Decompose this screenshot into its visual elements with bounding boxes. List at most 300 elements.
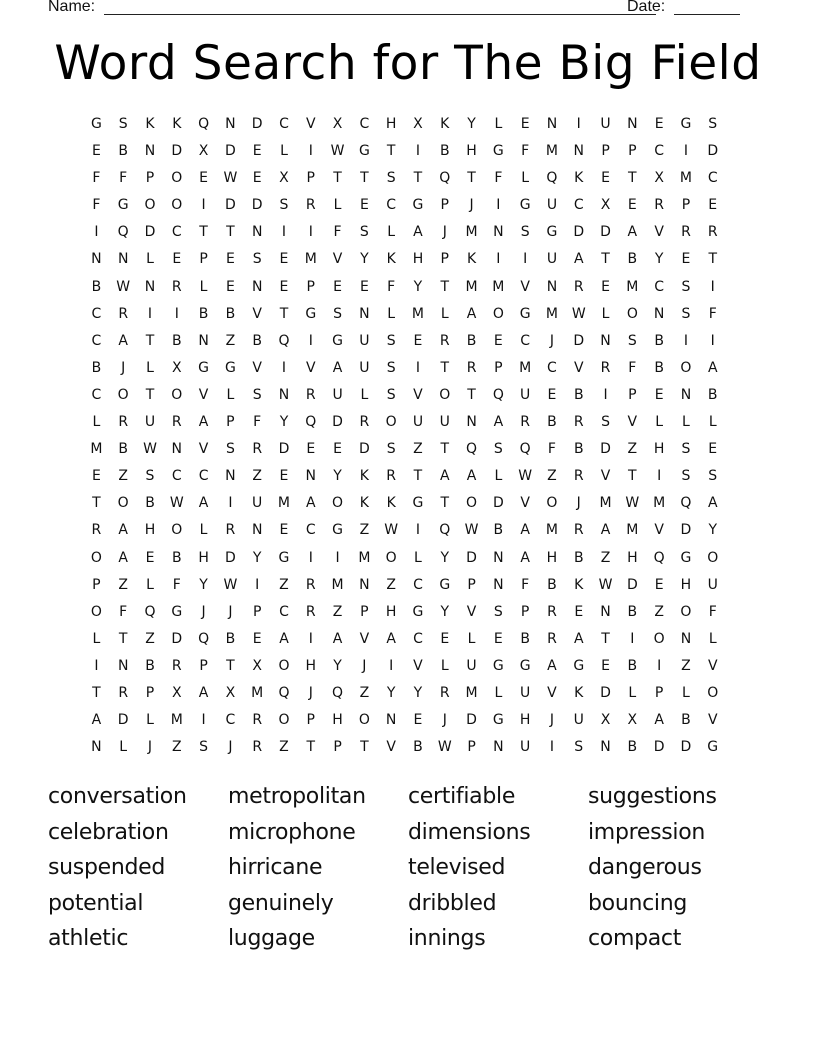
- grid-cell[interactable]: S: [681, 305, 691, 322]
- grid-cell[interactable]: B: [439, 143, 450, 160]
- grid-cell[interactable]: V: [252, 305, 262, 322]
- grid-cell[interactable]: S: [386, 441, 396, 458]
- grid-cell[interactable]: D: [251, 197, 263, 214]
- grid-cell[interactable]: L: [92, 414, 101, 431]
- grid-cell[interactable]: S: [252, 386, 262, 403]
- grid-cell[interactable]: W: [518, 468, 533, 485]
- grid-cell[interactable]: K: [386, 495, 396, 512]
- grid-cell[interactable]: I: [657, 468, 662, 485]
- grid-cell[interactable]: Y: [413, 278, 423, 295]
- grid-cell[interactable]: A: [198, 684, 209, 701]
- grid-cell[interactable]: A: [573, 630, 584, 647]
- grid-cell[interactable]: I: [308, 224, 313, 241]
- grid-cell[interactable]: F: [119, 603, 128, 620]
- grid-cell[interactable]: Q: [492, 386, 504, 403]
- grid-cell[interactable]: I: [576, 116, 581, 132]
- grid-cell[interactable]: E: [252, 143, 262, 160]
- grid-cell[interactable]: N: [493, 739, 504, 756]
- grid-cell[interactable]: I: [415, 143, 421, 160]
- grid-cell[interactable]: W: [116, 278, 131, 295]
- grid-cell[interactable]: C: [171, 468, 182, 485]
- grid-cell[interactable]: R: [573, 278, 584, 295]
- grid-cell[interactable]: L: [682, 414, 690, 431]
- grid-cell[interactable]: M: [465, 684, 478, 701]
- grid-cell[interactable]: Z: [225, 332, 236, 349]
- grid-cell[interactable]: I: [683, 143, 688, 160]
- grid-cell[interactable]: I: [415, 522, 421, 539]
- grid-cell[interactable]: P: [199, 251, 208, 268]
- grid-cell[interactable]: O: [385, 414, 397, 431]
- grid-cell[interactable]: E: [493, 630, 503, 647]
- grid-cell[interactable]: N: [493, 549, 504, 566]
- grid-cell[interactable]: L: [440, 657, 449, 674]
- grid-cell[interactable]: E: [654, 576, 664, 593]
- grid-cell[interactable]: X: [413, 116, 423, 132]
- grid-cell[interactable]: C: [547, 359, 557, 376]
- grid-cell[interactable]: D: [653, 739, 665, 756]
- grid-cell[interactable]: R: [466, 359, 477, 376]
- grid-cell[interactable]: T: [628, 170, 637, 187]
- grid-cell[interactable]: O: [90, 549, 102, 566]
- grid-cell[interactable]: Y: [708, 522, 717, 539]
- grid-cell[interactable]: Y: [360, 251, 369, 268]
- grid-cell[interactable]: S: [708, 116, 718, 132]
- grid-cell[interactable]: J: [308, 684, 313, 701]
- grid-cell[interactable]: E: [91, 468, 101, 485]
- grid-cell[interactable]: L: [467, 630, 476, 647]
- grid-cell[interactable]: Z: [171, 739, 182, 756]
- grid-cell[interactable]: A: [600, 522, 611, 539]
- grid-cell[interactable]: U: [359, 332, 370, 349]
- grid-cell[interactable]: D: [358, 441, 370, 458]
- grid-cell[interactable]: L: [655, 414, 664, 431]
- grid-cell[interactable]: R: [573, 414, 584, 431]
- grid-cell[interactable]: U: [573, 712, 584, 729]
- grid-cell[interactable]: D: [224, 197, 236, 214]
- grid-cell[interactable]: C: [91, 386, 102, 403]
- grid-cell[interactable]: D: [251, 116, 263, 132]
- grid-cell[interactable]: O: [680, 603, 692, 620]
- grid-cell[interactable]: T: [628, 468, 637, 485]
- grid-cell[interactable]: R: [171, 414, 182, 431]
- grid-cell[interactable]: I: [389, 657, 394, 674]
- grid-cell[interactable]: M: [304, 251, 317, 268]
- grid-cell[interactable]: T: [708, 251, 717, 268]
- grid-cell[interactable]: K: [386, 251, 396, 268]
- grid-cell[interactable]: G: [573, 657, 585, 674]
- grid-cell[interactable]: R: [252, 441, 263, 458]
- grid-cell[interactable]: H: [198, 549, 209, 566]
- grid-cell[interactable]: M: [465, 278, 478, 295]
- grid-cell[interactable]: H: [305, 657, 317, 674]
- grid-cell[interactable]: F: [521, 576, 530, 593]
- grid-cell[interactable]: R: [681, 224, 691, 241]
- grid-cell[interactable]: Y: [199, 576, 208, 593]
- grid-cell[interactable]: D: [171, 630, 183, 647]
- grid-cell[interactable]: F: [708, 603, 717, 620]
- grid-cell[interactable]: T: [360, 739, 369, 756]
- grid-cell[interactable]: Q: [653, 549, 665, 566]
- grid-cell[interactable]: A: [654, 712, 664, 729]
- grid-cell[interactable]: P: [333, 739, 342, 756]
- grid-cell[interactable]: U: [707, 576, 718, 593]
- grid-cell[interactable]: T: [279, 305, 289, 322]
- grid-cell[interactable]: A: [573, 251, 584, 268]
- grid-cell[interactable]: Z: [681, 657, 691, 674]
- grid-cell[interactable]: I: [308, 549, 313, 566]
- grid-cell[interactable]: E: [654, 386, 664, 403]
- grid-cell[interactable]: A: [305, 495, 316, 512]
- grid-cell[interactable]: Q: [519, 441, 531, 458]
- grid-cell[interactable]: B: [145, 657, 155, 674]
- grid-cell[interactable]: V: [198, 441, 209, 458]
- grid-cell[interactable]: X: [171, 359, 182, 376]
- grid-cell[interactable]: Y: [440, 603, 450, 620]
- grid-cell[interactable]: D: [707, 143, 719, 160]
- grid-cell[interactable]: D: [332, 414, 343, 431]
- grid-cell[interactable]: O: [332, 495, 344, 512]
- grid-cell[interactable]: B: [654, 359, 664, 376]
- grid-cell[interactable]: U: [252, 495, 263, 512]
- grid-cell[interactable]: G: [224, 359, 236, 376]
- grid-cell[interactable]: R: [573, 522, 584, 539]
- grid-cell[interactable]: V: [707, 712, 718, 729]
- grid-cell[interactable]: U: [359, 359, 370, 376]
- grid-cell[interactable]: C: [413, 576, 423, 593]
- grid-cell[interactable]: N: [359, 576, 370, 593]
- grid-cell[interactable]: C: [654, 278, 665, 295]
- grid-cell[interactable]: X: [171, 684, 182, 701]
- grid-cell[interactable]: U: [600, 116, 611, 132]
- grid-cell[interactable]: S: [520, 224, 530, 241]
- grid-cell[interactable]: E: [333, 441, 342, 458]
- grid-cell[interactable]: P: [440, 197, 449, 214]
- grid-cell[interactable]: G: [492, 657, 504, 674]
- grid-cell[interactable]: C: [707, 170, 718, 187]
- grid-cell[interactable]: O: [707, 684, 719, 701]
- grid-cell[interactable]: T: [601, 251, 610, 268]
- grid-cell[interactable]: S: [359, 224, 369, 241]
- grid-cell[interactable]: I: [657, 657, 662, 674]
- grid-cell[interactable]: N: [117, 251, 129, 268]
- grid-cell[interactable]: E: [654, 116, 664, 132]
- grid-cell[interactable]: K: [440, 116, 450, 132]
- grid-cell[interactable]: B: [171, 549, 182, 566]
- grid-cell[interactable]: R: [305, 603, 316, 620]
- grid-cell[interactable]: S: [252, 251, 262, 268]
- grid-cell[interactable]: M: [492, 278, 505, 295]
- grid-cell[interactable]: R: [305, 197, 316, 214]
- grid-cell[interactable]: U: [332, 386, 343, 403]
- grid-cell[interactable]: M: [277, 495, 291, 512]
- grid-cell[interactable]: L: [146, 576, 154, 593]
- grid-cell[interactable]: W: [223, 170, 238, 187]
- grid-cell[interactable]: P: [306, 278, 315, 295]
- grid-cell[interactable]: P: [654, 684, 664, 701]
- grid-cell[interactable]: Y: [333, 468, 342, 485]
- grid-cell[interactable]: O: [358, 712, 370, 729]
- grid-cell[interactable]: D: [680, 739, 692, 756]
- grid-cell[interactable]: G: [439, 576, 451, 593]
- grid-cell[interactable]: E: [279, 522, 289, 539]
- grid-cell[interactable]: I: [630, 630, 635, 647]
- grid-cell[interactable]: Z: [627, 441, 638, 458]
- grid-cell[interactable]: U: [546, 251, 558, 268]
- grid-cell[interactable]: L: [280, 143, 288, 160]
- name-blank-line[interactable]: [104, 14, 656, 15]
- grid-cell[interactable]: B: [118, 143, 128, 160]
- grid-cell[interactable]: N: [573, 143, 584, 160]
- grid-cell[interactable]: R: [707, 224, 718, 241]
- grid-cell[interactable]: P: [440, 251, 449, 268]
- grid-cell[interactable]: T: [92, 495, 101, 512]
- grid-cell[interactable]: Z: [654, 603, 664, 620]
- grid-cell[interactable]: L: [601, 305, 610, 322]
- grid-cell[interactable]: S: [386, 359, 396, 376]
- grid-cell[interactable]: V: [654, 224, 664, 241]
- grid-cell[interactable]: P: [199, 657, 208, 674]
- grid-cell[interactable]: O: [171, 170, 183, 187]
- grid-cell[interactable]: V: [252, 359, 262, 376]
- grid-cell[interactable]: I: [94, 224, 99, 241]
- grid-cell[interactable]: P: [252, 603, 262, 620]
- grid-cell[interactable]: R: [359, 414, 370, 431]
- grid-cell[interactable]: B: [547, 414, 557, 431]
- grid-cell[interactable]: S: [627, 332, 637, 349]
- grid-cell[interactable]: N: [493, 576, 504, 593]
- grid-cell[interactable]: A: [547, 657, 557, 674]
- grid-cell[interactable]: E: [520, 116, 530, 132]
- grid-cell[interactable]: X: [600, 197, 611, 214]
- grid-cell[interactable]: A: [332, 630, 343, 647]
- grid-cell[interactable]: E: [601, 278, 610, 295]
- grid-cell[interactable]: Y: [654, 251, 664, 268]
- grid-cell[interactable]: R: [225, 522, 236, 539]
- grid-cell[interactable]: G: [117, 197, 129, 214]
- grid-cell[interactable]: G: [171, 603, 183, 620]
- grid-cell[interactable]: F: [92, 197, 101, 214]
- grid-cell[interactable]: L: [494, 684, 503, 701]
- grid-cell[interactable]: A: [707, 359, 718, 376]
- grid-cell[interactable]: H: [680, 576, 692, 593]
- grid-cell[interactable]: M: [545, 143, 558, 160]
- grid-cell[interactable]: V: [332, 251, 343, 268]
- grid-cell[interactable]: F: [387, 278, 396, 295]
- grid-cell[interactable]: W: [598, 576, 613, 593]
- grid-cell[interactable]: I: [228, 495, 233, 512]
- grid-cell[interactable]: H: [546, 549, 558, 566]
- grid-cell[interactable]: T: [226, 224, 235, 241]
- grid-cell[interactable]: T: [467, 170, 476, 187]
- grid-cell[interactable]: W: [169, 495, 184, 512]
- grid-cell[interactable]: N: [144, 143, 156, 160]
- grid-cell[interactable]: E: [172, 251, 182, 268]
- grid-cell[interactable]: M: [331, 576, 344, 593]
- grid-cell[interactable]: D: [278, 441, 290, 458]
- grid-cell[interactable]: M: [545, 305, 558, 322]
- grid-cell[interactable]: B: [145, 495, 155, 512]
- grid-cell[interactable]: L: [708, 630, 717, 647]
- grid-cell[interactable]: J: [442, 712, 447, 729]
- grid-cell[interactable]: T: [226, 657, 235, 674]
- grid-cell[interactable]: R: [439, 684, 450, 701]
- grid-cell[interactable]: X: [600, 712, 611, 729]
- grid-cell[interactable]: I: [94, 657, 99, 674]
- grid-cell[interactable]: N: [546, 116, 558, 132]
- grid-cell[interactable]: L: [119, 739, 128, 756]
- grid-cell[interactable]: M: [626, 278, 639, 295]
- grid-cell[interactable]: D: [600, 224, 611, 241]
- grid-cell[interactable]: J: [442, 224, 447, 241]
- grid-cell[interactable]: Q: [332, 684, 344, 701]
- grid-cell[interactable]: P: [681, 197, 691, 214]
- grid-cell[interactable]: O: [439, 386, 451, 403]
- grid-cell[interactable]: D: [492, 495, 504, 512]
- grid-cell[interactable]: G: [519, 657, 531, 674]
- grid-cell[interactable]: S: [386, 332, 396, 349]
- grid-cell[interactable]: T: [440, 441, 450, 458]
- grid-cell[interactable]: B: [547, 576, 557, 593]
- grid-cell[interactable]: A: [707, 495, 718, 512]
- grid-cell[interactable]: E: [440, 630, 450, 647]
- grid-cell[interactable]: C: [386, 197, 397, 214]
- grid-cell[interactable]: N: [680, 630, 692, 647]
- grid-cell[interactable]: L: [440, 305, 449, 322]
- grid-cell[interactable]: V: [520, 278, 530, 295]
- grid-cell[interactable]: T: [440, 359, 450, 376]
- grid-cell[interactable]: E: [681, 251, 691, 268]
- grid-cell[interactable]: A: [279, 630, 289, 647]
- grid-cell[interactable]: T: [333, 170, 342, 187]
- grid-cell[interactable]: C: [359, 116, 370, 132]
- grid-cell[interactable]: O: [144, 197, 156, 214]
- grid-cell[interactable]: V: [466, 603, 477, 620]
- grid-cell[interactable]: L: [360, 386, 369, 403]
- grid-cell[interactable]: K: [466, 251, 477, 268]
- grid-cell[interactable]: Z: [332, 603, 343, 620]
- grid-cell[interactable]: K: [145, 116, 155, 132]
- grid-cell[interactable]: M: [679, 170, 692, 187]
- grid-cell[interactable]: B: [627, 251, 638, 268]
- grid-cell[interactable]: E: [708, 197, 718, 214]
- grid-cell[interactable]: K: [574, 684, 584, 701]
- grid-cell[interactable]: A: [520, 549, 530, 566]
- grid-cell[interactable]: N: [305, 468, 317, 485]
- grid-cell[interactable]: Y: [333, 657, 342, 674]
- grid-cell[interactable]: Z: [118, 468, 128, 485]
- grid-cell[interactable]: H: [653, 441, 665, 458]
- grid-cell[interactable]: H: [627, 549, 638, 566]
- grid-cell[interactable]: R: [118, 414, 129, 431]
- grid-cell[interactable]: C: [225, 712, 236, 729]
- grid-cell[interactable]: R: [386, 468, 397, 485]
- grid-cell[interactable]: C: [305, 522, 316, 539]
- grid-cell[interactable]: B: [91, 359, 102, 376]
- grid-cell[interactable]: L: [92, 630, 101, 647]
- grid-cell[interactable]: X: [332, 116, 343, 132]
- grid-cell[interactable]: S: [386, 386, 396, 403]
- grid-cell[interactable]: B: [198, 305, 209, 322]
- grid-cell[interactable]: Y: [386, 684, 396, 701]
- grid-cell[interactable]: B: [466, 332, 477, 349]
- grid-cell[interactable]: A: [118, 549, 128, 566]
- grid-cell[interactable]: H: [385, 116, 397, 132]
- grid-cell[interactable]: R: [600, 359, 611, 376]
- grid-cell[interactable]: L: [708, 414, 717, 431]
- grid-cell[interactable]: I: [603, 386, 608, 403]
- grid-cell[interactable]: E: [627, 197, 637, 214]
- grid-cell[interactable]: A: [627, 224, 638, 241]
- grid-cell[interactable]: S: [681, 441, 691, 458]
- grid-cell[interactable]: B: [654, 332, 664, 349]
- grid-cell[interactable]: T: [145, 332, 155, 349]
- grid-cell[interactable]: Z: [118, 576, 128, 593]
- grid-cell[interactable]: S: [493, 603, 503, 620]
- grid-cell[interactable]: H: [332, 712, 343, 729]
- grid-cell[interactable]: C: [279, 603, 289, 620]
- grid-cell[interactable]: O: [466, 495, 478, 512]
- grid-cell[interactable]: Y: [467, 116, 476, 132]
- grid-cell[interactable]: I: [308, 143, 313, 160]
- grid-cell[interactable]: C: [279, 116, 289, 132]
- grid-cell[interactable]: G: [680, 116, 692, 132]
- grid-cell[interactable]: J: [121, 359, 126, 376]
- grid-cell[interactable]: D: [600, 441, 611, 458]
- grid-cell[interactable]: T: [360, 170, 369, 187]
- grid-cell[interactable]: G: [305, 305, 317, 322]
- grid-cell[interactable]: T: [118, 630, 128, 647]
- grid-cell[interactable]: V: [520, 495, 530, 512]
- grid-cell[interactable]: B: [118, 441, 128, 458]
- grid-cell[interactable]: G: [492, 712, 504, 729]
- grid-cell[interactable]: M: [519, 359, 532, 376]
- grid-cell[interactable]: N: [225, 116, 236, 132]
- grid-cell[interactable]: A: [118, 522, 128, 539]
- grid-cell[interactable]: U: [466, 657, 477, 674]
- grid-cell[interactable]: N: [600, 603, 611, 620]
- grid-cell[interactable]: V: [359, 630, 370, 647]
- grid-cell[interactable]: D: [224, 549, 236, 566]
- grid-cell[interactable]: F: [92, 170, 101, 187]
- grid-cell[interactable]: E: [333, 278, 342, 295]
- grid-cell[interactable]: Q: [680, 495, 692, 512]
- grid-cell[interactable]: N: [600, 332, 611, 349]
- grid-cell[interactable]: F: [521, 143, 530, 160]
- date-blank-line[interactable]: [674, 14, 740, 15]
- grid-cell[interactable]: F: [119, 170, 128, 187]
- grid-cell[interactable]: L: [333, 197, 342, 214]
- grid-cell[interactable]: A: [466, 468, 477, 485]
- grid-cell[interactable]: R: [654, 197, 664, 214]
- grid-cell[interactable]: V: [600, 468, 611, 485]
- grid-cell[interactable]: P: [628, 386, 637, 403]
- grid-cell[interactable]: E: [199, 170, 209, 187]
- grid-cell[interactable]: J: [549, 332, 555, 349]
- grid-cell[interactable]: U: [439, 414, 450, 431]
- grid-cell[interactable]: B: [573, 386, 584, 403]
- grid-cell[interactable]: S: [118, 116, 128, 132]
- grid-cell[interactable]: G: [412, 197, 424, 214]
- grid-cell[interactable]: O: [385, 549, 397, 566]
- grid-cell[interactable]: M: [653, 495, 666, 512]
- grid-cell[interactable]: N: [680, 386, 692, 403]
- grid-cell[interactable]: P: [145, 170, 155, 187]
- grid-cell[interactable]: B: [252, 332, 262, 349]
- grid-cell[interactable]: E: [279, 468, 289, 485]
- grid-cell[interactable]: C: [654, 143, 665, 160]
- grid-cell[interactable]: A: [91, 712, 102, 729]
- grid-cell[interactable]: Q: [466, 441, 478, 458]
